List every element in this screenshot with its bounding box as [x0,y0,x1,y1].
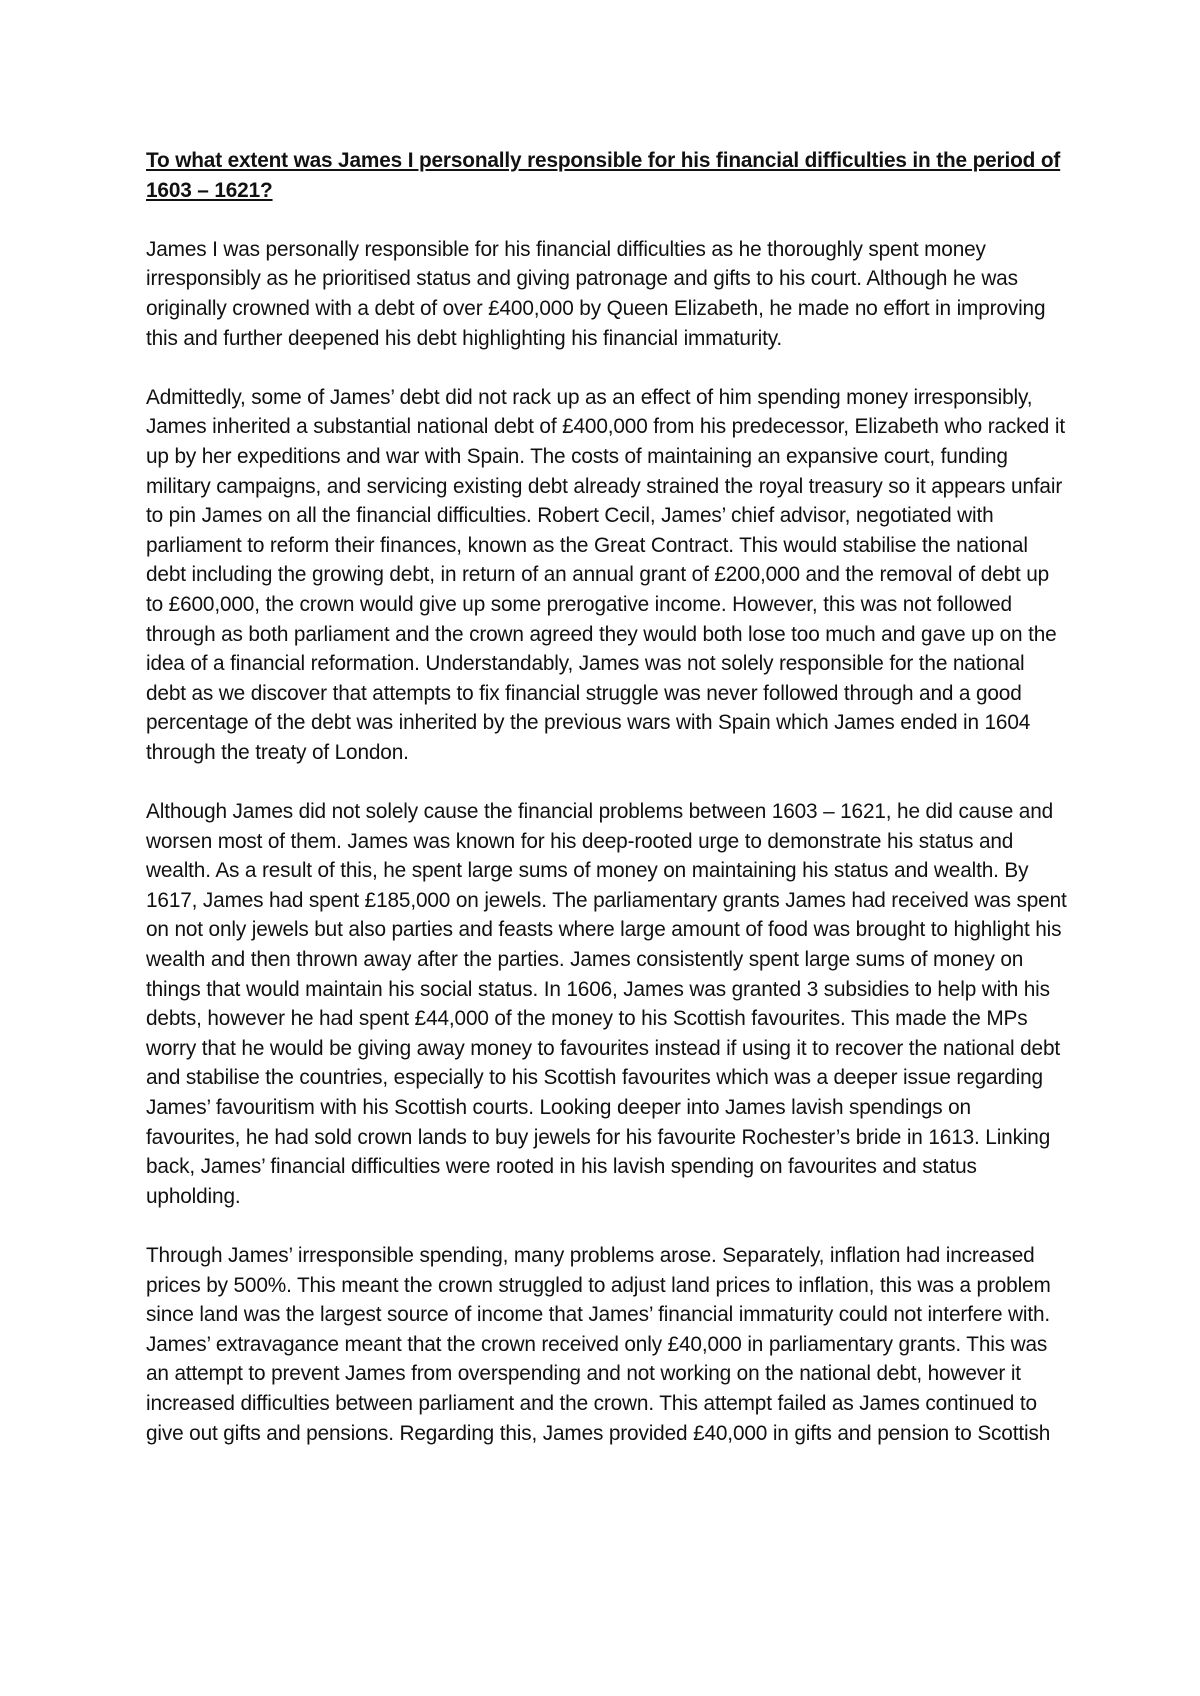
paragraph-inherited-debt: Admittedly, some of James’ debt did not rack up as an effect of him spending money irresponsibly, James inherited a substantial national debt of £400,000 from his predecessor, Elizabeth who racked it up by her expeditions and war with Spain. The costs of maintaining an expansive court, funding military campaigns, and servicing existing debt already strained the royal treasury so it appears unfair to pin James on all the financial difficulties. Robert Cecil, James’ chief advisor, negotiated with parliament to reform their finances, known as the Great Contract. This would stabilise the national debt including the growing debt, in return of an annual grant of £200,000 and the removal of debt up to £600,000, the crown would give up some prerogative income. However, this was not followed through as both parliament and the crown agreed they would both lose too much and gave up on the idea of a financial reformation. Understandably, James was not solely responsible for the national debt as we discover that attempts to fix financial struggle was never followed through and a good percentage of the debt was inherited by the previous wars with Spain which James ended in 1604 through the treaty of London. [146,385,1065,764]
paragraph-lavish-spending: Although James did not solely cause the financial problems between 1603 – 1621, he did cause and worsen most of them. James was known for his deep-rooted urge to demonstrate his status and wealth. As a result of this, he spent large sums of money on maintaining his status and wealth. By 1617, James had spent £185,000 on jewels. The parliamentary grants James had received was spent on not only jewels but also parties and feasts where large amount of food was brought to highlight his wealth and then thrown away after the parties. James consistently spent large sums of money on things that would maintain his social status. In 1606, James was granted 3 subsidies to help with his debts, however he had spent £44,000 of the money to his Scottish favourites. This made the MPs worry that he would be giving away money to favourites instead if using it to recover the national debt and stabilise the countries, especially to his Scottish favourites which was a deeper issue regarding James’ favouritism with his Scottish courts. Looking deeper into James lavish spendings on favourites, he had sold crown lands to buy jewels for his favourite Rochester’s bride in 1613. Linking back, James’ financial difficulties were rooted in his lavish spending on favourites and status upholding. [146,800,1067,1208]
paragraph-inflation: Through James’ irresponsible spending, many problems arose. Separately, inflation had increased prices by 500%. This meant the crown struggled to adjust land prices to inflation, this was a problem since land was the largest source of income that James’ financial immaturity could not interfere with. James’ extravagance meant that the crown received only £40,000 in parliamentary grants. This was an attempt to prevent James from overspending and not working on the national debt, however it increased difficulties between parliament and the crown. This attempt failed as James continued to give out gifts and pensions. Regarding this, James provided £40,000 in gifts and pension to Scottish [146,1243,1051,1445]
essay-title: To what extent was James I personally responsible for his financial difficulties in the period of 1603 – 1621? [146,149,1061,202]
paragraph-introduction: James I was personally responsible for his financial difficulties as he thoroughly spent money irresponsibly as he prioritised status and giving patronage and gifts to his court. Although he was originally crowned with a debt of over £400,000 by Queen Elizabeth, he made no effort in improving this and further deepened his debt highlighting his financial immaturity. [146,237,1046,350]
document-body [146,146,1068,1478]
